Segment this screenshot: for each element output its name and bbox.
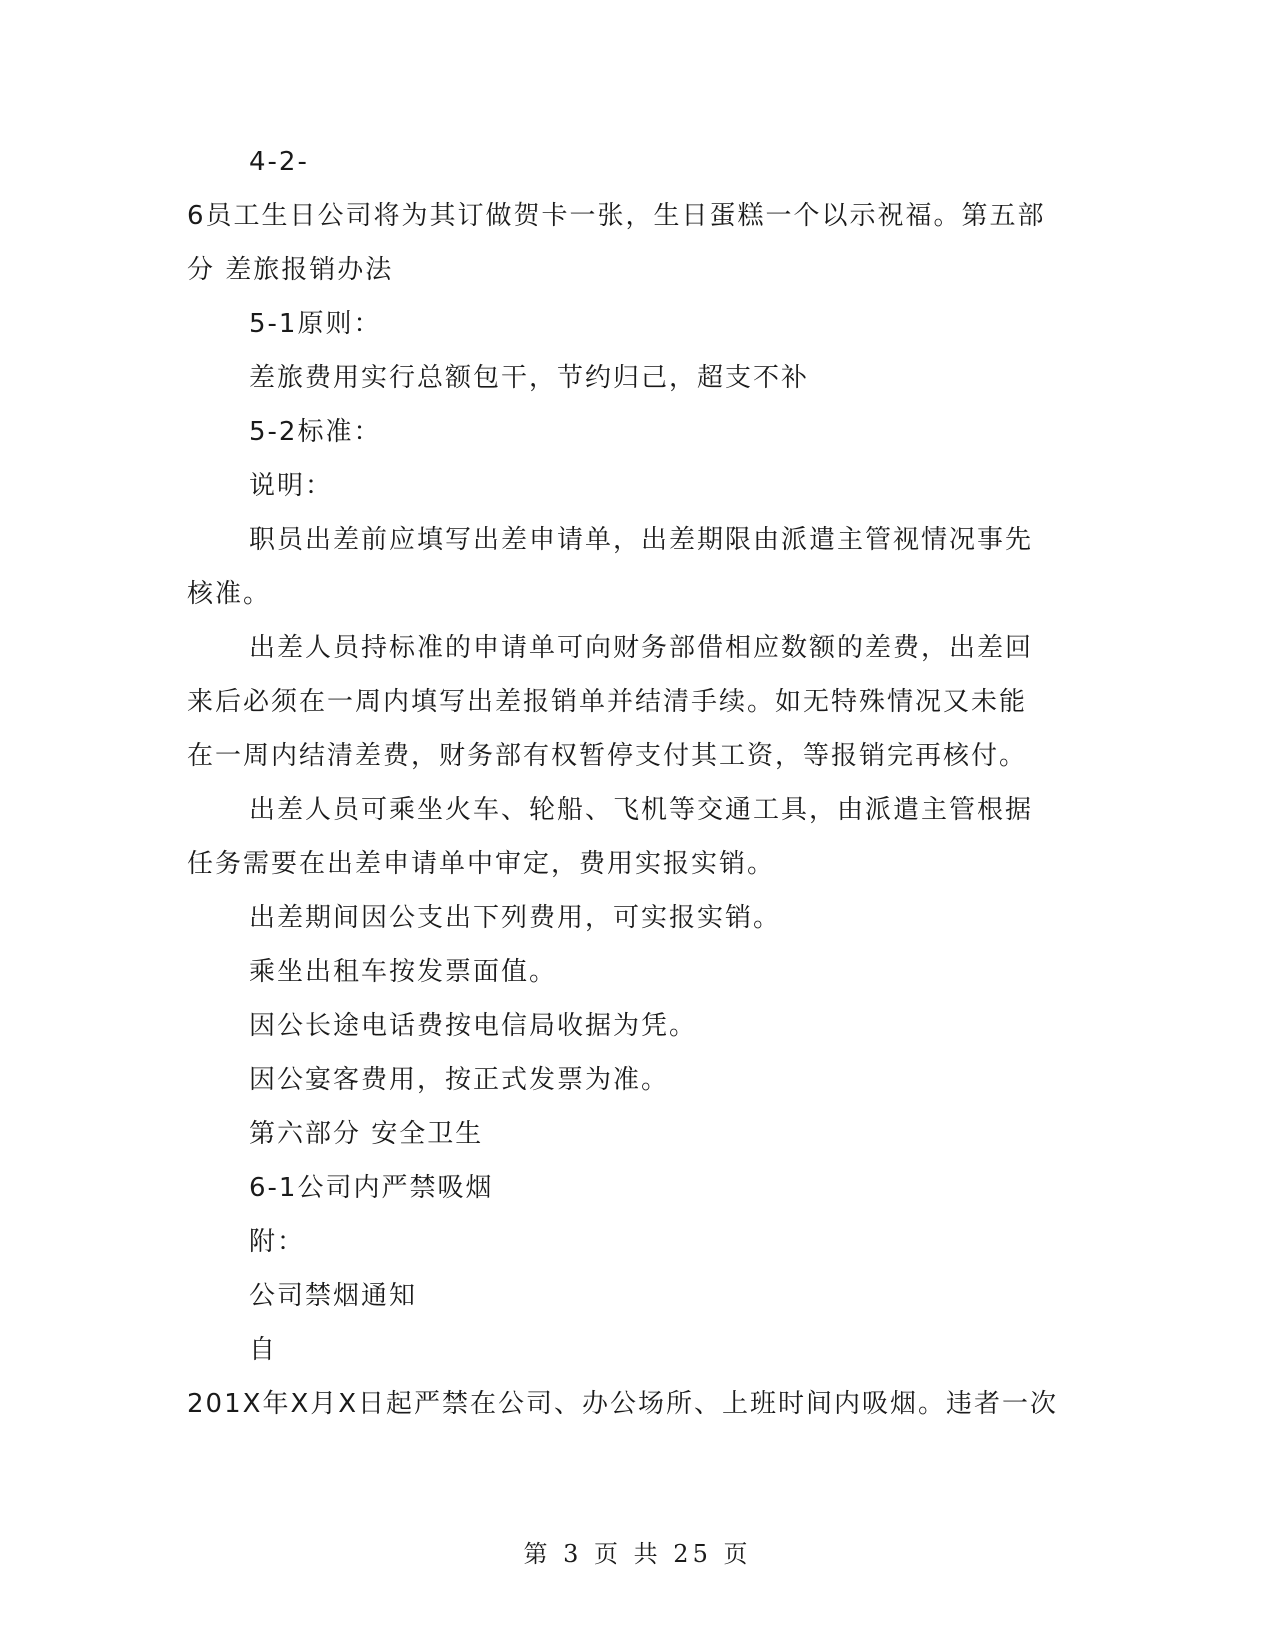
text-line: 来后必须在一周内填写出差报销单并结清手续。如无特殊情况又未能 [187, 687, 1028, 717]
text-line: 因公宴客费用，按正式发票为准。 [249, 1065, 670, 1095]
text-line: 出差人员持标准的申请单可向财务部借相应数额的差费，出差回 [249, 633, 1034, 663]
text-line: 6-1公司内严禁吸烟 [249, 1173, 494, 1203]
text-line: 任务需要在出差申请单中审定，费用实报实销。 [187, 849, 776, 879]
text-line: 分 差旅报销办法 [187, 255, 394, 285]
text-line: 自 [249, 1335, 278, 1365]
text-line: 核准。 [187, 579, 272, 609]
text-line: 出差期间因公支出下列费用，可实报实销。 [249, 903, 782, 933]
text-line: 附： [249, 1227, 306, 1257]
text-line: 出差人员可乘坐火车、轮船、飞机等交通工具，由派遣主管根据 [249, 795, 1034, 825]
section-heading: 5-1原则： [249, 309, 382, 339]
text-line: 职员出差前应填写出差申请单，出差期限由派遣主管视情况事先 [249, 525, 1034, 555]
text-line: 公司禁烟通知 [249, 1281, 418, 1311]
text-line: 201X年X月X日起严禁在公司、办公场所、上班时间内吸烟。违者一次 [187, 1389, 1059, 1419]
text-line: 说明： [249, 471, 334, 501]
text-line: 4-2- [249, 147, 309, 177]
text-line: 因公长途电话费按电信局收据为凭。 [249, 1011, 698, 1041]
text-line: 6员工生日公司将为其订做贺卡一张，生日蛋糕一个以示祝福。第五部 [187, 201, 1046, 231]
text-line: 在一周内结清差费，财务部有权暂停支付其工资，等报销完再核付。 [187, 741, 1028, 771]
text-line: 差旅费用实行总额包干，节约归己，超支不补 [249, 363, 810, 393]
text-line: 乘坐出租车按发票面值。 [249, 957, 558, 987]
section-heading: 第六部分 安全卫生 [249, 1119, 484, 1149]
section-heading: 5-2标准： [249, 417, 382, 447]
page-number-footer: 第 3 页 共 25 页 [523, 1540, 752, 1568]
